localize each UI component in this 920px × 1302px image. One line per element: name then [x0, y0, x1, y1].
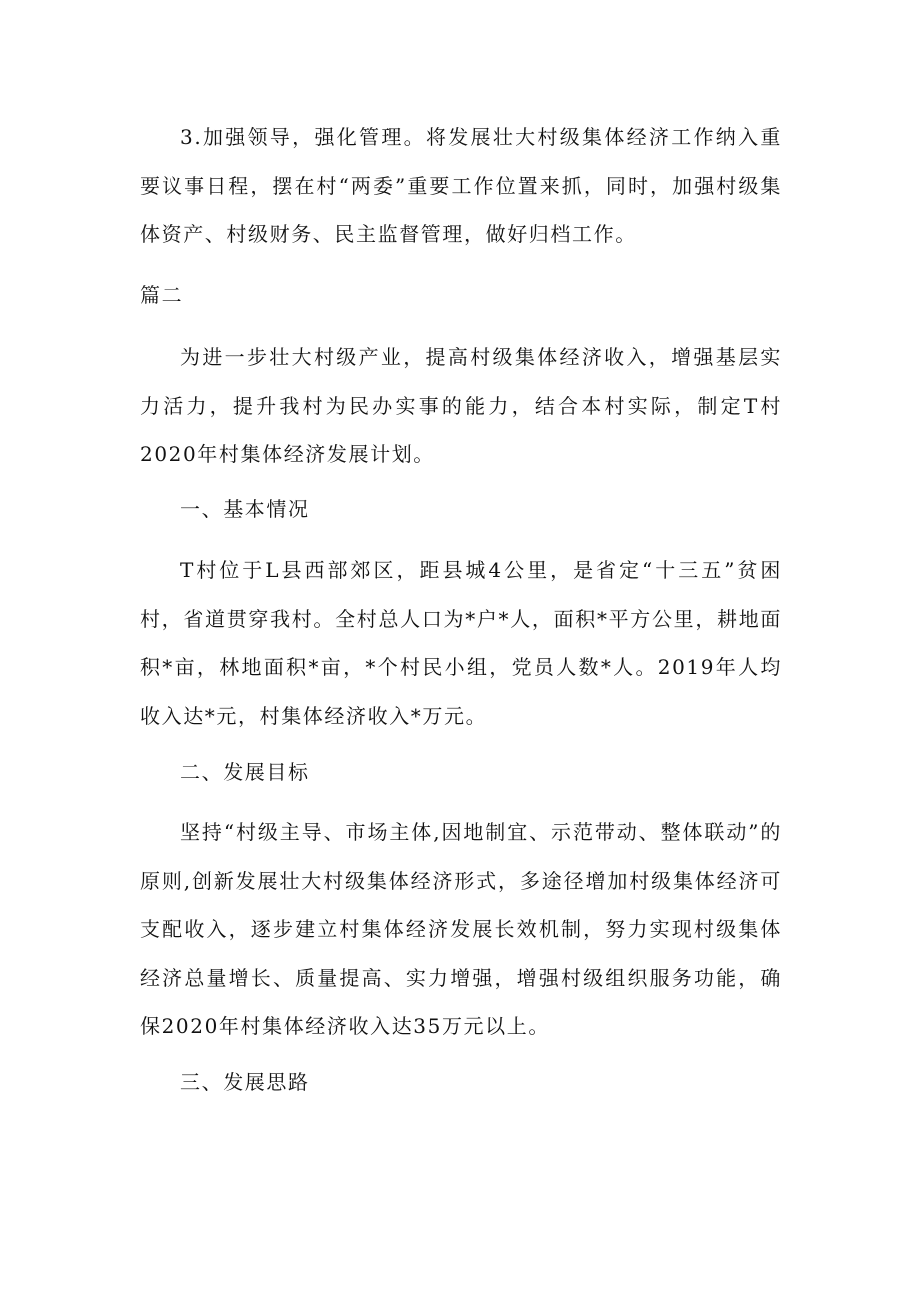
paragraph-development-goals: 坚持“村级主导、市场主体,因地制宜、示范带动、整体联动”的原则,创新发展壮大村级集体经济形式，多途径增加村级集体经济可支配收入，逐步建立村集体经济发展长效机制，努力实现村级集体经济总量增长、质量提高、实力增强，增强村级组织服务功能，确保2020年村集体经济收入达35万元以上。 — [140, 820, 782, 1038]
heading-development-ideas: 三、发展思路 — [180, 1070, 310, 1094]
heading-basic-situation: 一、基本情况 — [180, 497, 310, 521]
heading-development-goals: 二、发展目标 — [180, 760, 310, 784]
paragraph-intro-plan: 为进一步壮大村级产业，提高村级集体经济收入，增强基层实力活力，提升我村为民办实事的能力，结合本村实际，制定T村2020年村集体经济发展计划。 — [140, 345, 782, 466]
paragraph-strengthen-leadership: 3.加强领导，强化管理。将发展壮大村级集体经济工作纳入重要议事日程，摆在村“两委”重要工作位置来抓，同时，加强村级集体资产、村级财务、民主监督管理，做好归档工作。 — [140, 125, 782, 246]
section-title: 篇二 — [140, 283, 184, 307]
paragraph-basic-situation: T村位于L县西部郊区，距县城4公里，是省定“十三五”贫困村，省道贯穿我村。全村总人口为*户*人，面积*平方公里，耕地面积*亩，林地面积*亩，*个村民小组，党员人数*人。2019年人均收入达*元，村集体经济收入*万元。 — [140, 558, 782, 728]
